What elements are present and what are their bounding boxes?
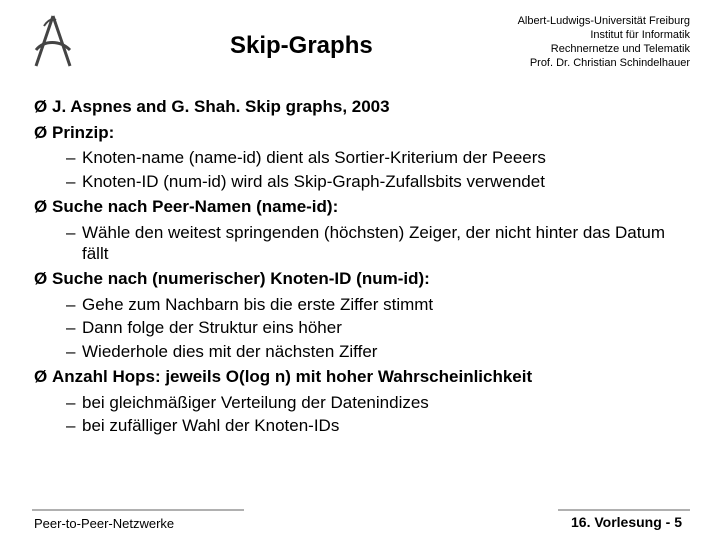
dash-marker: – (66, 341, 76, 361)
sub-bullet-text: Knoten-ID (num-id) wird als Skip-Graph-Zufallsbits verwendet (82, 171, 545, 191)
dash-marker: – (66, 416, 76, 435)
dash-marker: – (66, 148, 76, 167)
bullet-text: J. Aspnes and G. Shah. Skip graphs, 2003 (52, 97, 390, 116)
university-logo-icon (30, 10, 76, 70)
sub-bullet-item (34, 171, 694, 192)
sub-bullet-item (34, 294, 694, 315)
sub-bullet-text: Wiederhole dies mit der nächsten Ziffer (82, 341, 378, 361)
footer-divider (32, 509, 244, 511)
bullet-item (34, 94, 694, 120)
institution-line: Albert-Ludwigs-Universität Freiburg (517, 15, 690, 27)
bullet-item (34, 266, 694, 292)
dash-marker: – (66, 294, 76, 314)
bullet-arrow-icon: Ø (34, 269, 48, 288)
bullet-item (34, 120, 694, 146)
footer-divider (558, 509, 690, 511)
sub-bullet-item (34, 415, 694, 436)
bullet-arrow-icon: Ø (34, 122, 48, 142)
dash-marker: – (66, 318, 76, 337)
dash-marker: – (66, 392, 76, 412)
sub-bullet-item (34, 317, 694, 338)
dash-marker: – (66, 171, 76, 191)
bullet-arrow-icon: Ø (34, 97, 48, 116)
sub-bullet-item (34, 222, 694, 264)
institution-line: Prof. Dr. Christian Schindelhauer (529, 57, 690, 69)
sub-bullet-text: bei gleichmäßiger Verteilung der Datenindizes (82, 392, 429, 412)
slide-title: Skip-Graphs (230, 32, 373, 59)
sub-bullet-text: Gehe zum Nachbarn bis die erste Ziffer stimmt (82, 294, 434, 314)
sub-bullet-item (34, 392, 694, 413)
course-name: Peer-to-Peer-Netzwerke (34, 516, 175, 531)
institution-line: Institut für Informatik (590, 29, 690, 41)
sub-bullet-item (34, 147, 694, 168)
bullet-list (34, 94, 694, 439)
sub-bullet-item (34, 341, 694, 362)
bullet-arrow-icon: Ø (34, 197, 48, 216)
institution-block (518, 14, 690, 70)
institution-line: Rechnernetze und Telematik (550, 43, 690, 55)
sub-bullet-text: Dann folge der Struktur eins höher (82, 318, 342, 337)
bullet-text: Suche nach (numerischer) Knoten-ID (num-id): (52, 269, 430, 288)
dash-marker: – (66, 222, 76, 242)
sub-bullet-text: bei zufälliger Wahl der Knoten-IDs (82, 416, 340, 435)
bullet-item (34, 194, 694, 220)
bullet-text: Suche nach Peer-Namen (name-id): (52, 197, 339, 216)
bullet-arrow-icon: Ø (34, 367, 48, 386)
sub-bullet-text: Knoten-name (name-id) dient als Sortier-Kriterium der Peeers (82, 148, 546, 167)
sub-bullet-text: Wähle den weitest springenden (höchsten) Zeiger, der nicht hinter das Datum fällt (82, 222, 666, 263)
bullet-item (34, 364, 694, 390)
page-number: 16. Vorlesung - 5 (571, 514, 682, 530)
bullet-text: Anzahl Hops: jeweils O(log n) mit hoher Wahrscheinlichkeit (52, 367, 533, 386)
bullet-text: Prinzip: (52, 122, 115, 142)
